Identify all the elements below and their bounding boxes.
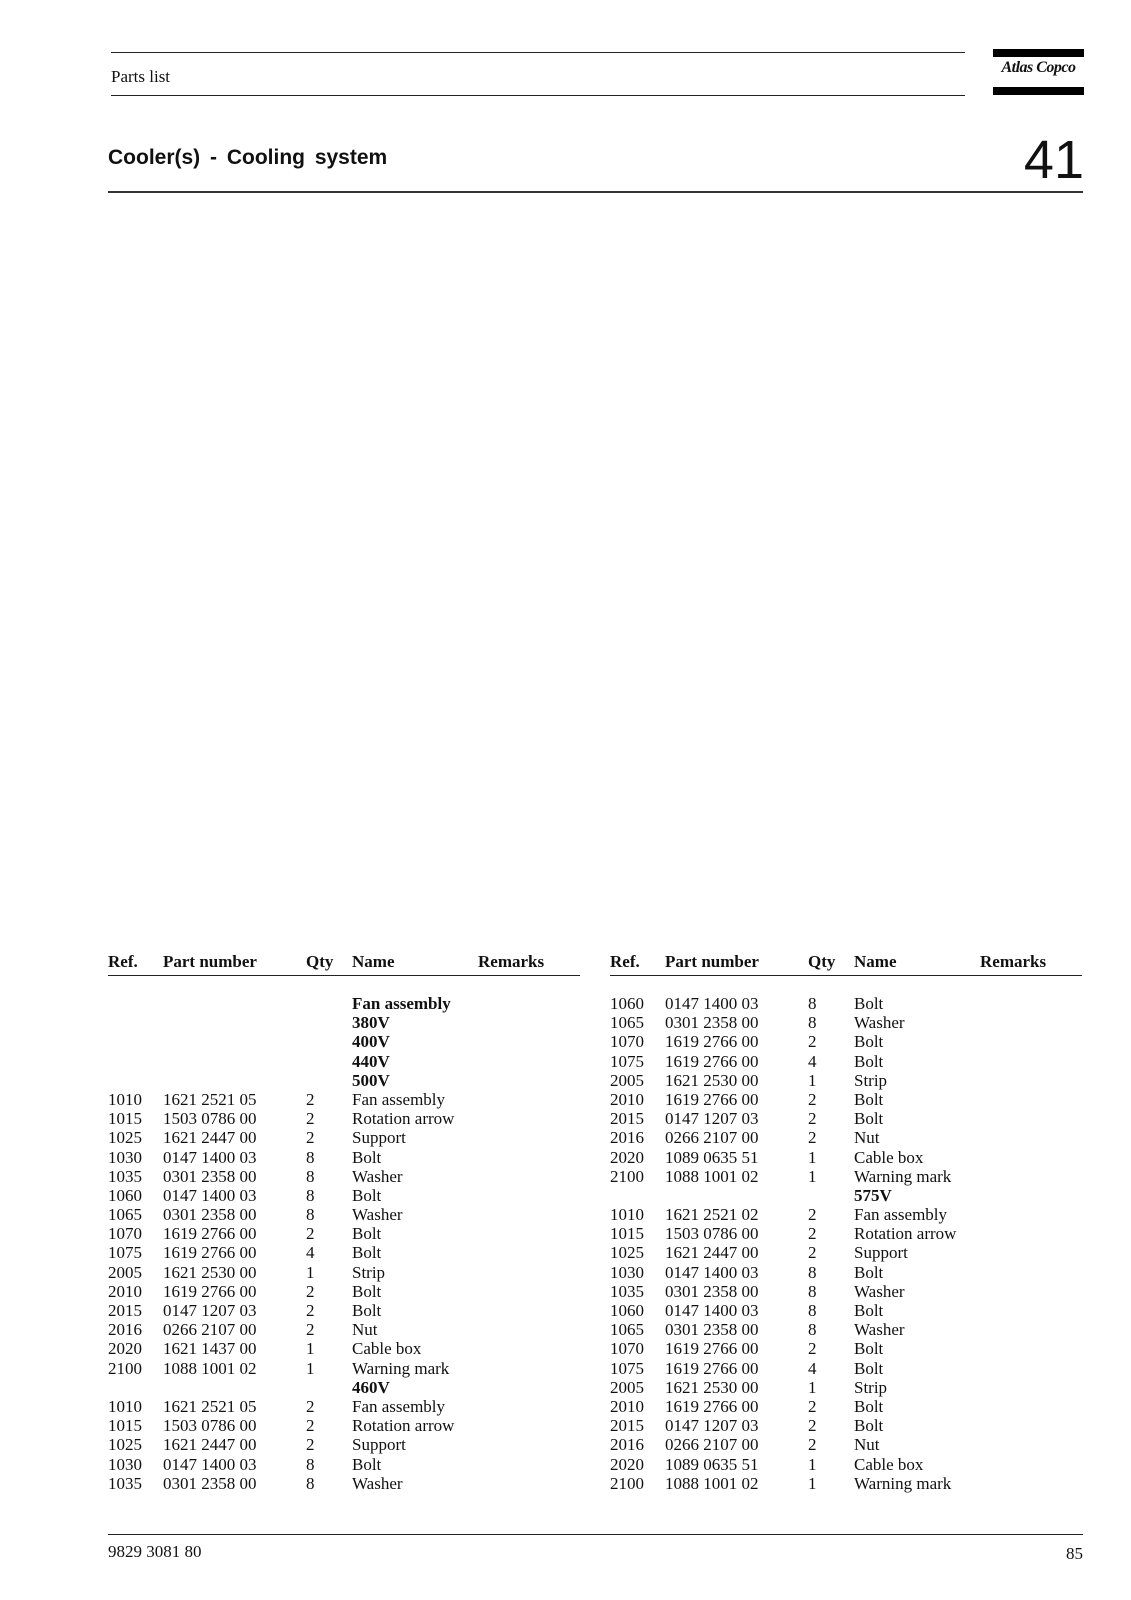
ref-cell: 2005 [108,1262,142,1282]
atlas-copco-logo [993,49,1084,95]
qty-cell: 2 [808,1339,817,1359]
qty-cell: 1 [808,1473,817,1493]
name-cell: Washer [352,1205,403,1225]
name-cell: 440V [352,1051,390,1071]
qty-cell: 2 [306,1396,315,1416]
table-row [610,1435,1082,1454]
part-number-cell: 1621 2447 00 [163,1435,257,1455]
part-number-cell: 1088 1001 02 [163,1358,257,1378]
table-row [610,1320,1082,1339]
name-cell: Nut [854,1128,880,1148]
qty-cell: 1 [808,1166,817,1186]
qty-cell: 1 [306,1339,315,1359]
ref-cell: 2010 [610,1089,644,1109]
name-cell: Bolt [352,1454,382,1474]
ref-cell: 2005 [610,1070,644,1090]
name-cell: Fan assembly [352,994,451,1013]
qty-cell: 8 [808,1262,817,1282]
part-number-cell: 0301 2358 00 [665,1281,759,1301]
table-row [108,1090,580,1109]
ref-cell: 1075 [610,1358,644,1378]
qty-cell: 2 [306,1089,315,1109]
ref-cell: 1035 [108,1166,142,1186]
part-number-cell: 0147 1400 03 [163,1454,257,1474]
ref-cell: 1010 [108,1089,142,1109]
qty-cell: 2 [306,1435,315,1455]
qty-cell: 2 [808,1032,817,1052]
qty-cell: 2 [306,1128,315,1148]
ref-cell: 2016 [610,1128,644,1148]
qty-cell: 2 [306,1224,315,1244]
ref-cell: 2100 [610,1166,644,1186]
name-cell: Bolt [854,994,884,1013]
part-number-cell: 0147 1207 03 [665,1109,759,1129]
ref-cell: 1030 [108,1147,142,1167]
qty-cell: 8 [306,1147,315,1167]
table-row [108,1455,580,1474]
ref-cell: 1070 [610,1339,644,1359]
name-cell: Strip [854,1070,888,1090]
qty-cell: 8 [306,1166,315,1186]
part-number-cell: 0147 1207 03 [665,1416,759,1436]
part-number-cell: 0301 2358 00 [163,1473,257,1493]
table-row [610,1013,1082,1032]
name-cell: Bolt [854,1339,884,1359]
qty-cell: 2 [306,1320,315,1340]
qty-cell: 4 [808,1051,817,1071]
qty-cell: 1 [808,1454,817,1474]
part-number-cell: 1619 2766 00 [665,1339,759,1359]
ref-cell: 1070 [610,1032,644,1052]
ref-cell: 2010 [108,1281,142,1301]
qty-cell: 2 [306,1281,315,1301]
part-number-cell: 1621 2521 05 [163,1396,257,1416]
ref-cell: 1015 [108,1109,142,1129]
part-number-cell: 1619 2766 00 [665,1032,759,1052]
logo-wordmark: Atlas Copco [1001,59,1076,76]
qty-cell: 1 [808,1147,817,1167]
table-row [610,1416,1082,1435]
name-cell: Bolt [352,1281,382,1301]
column-header-part-number: Part number [665,952,759,971]
part-number-cell: 1621 1437 00 [163,1339,257,1359]
part-number-cell: 1503 0786 00 [665,1224,759,1244]
table-row [108,1224,580,1243]
column-header-qty: Qty [306,952,334,971]
name-cell: Strip [352,1262,386,1282]
table-row [610,1052,1082,1071]
qty-cell: 2 [808,1396,817,1416]
part-number-cell: 1503 0786 00 [163,1416,257,1436]
name-cell: Bolt [352,1243,382,1263]
column-header-part-number: Part number [163,952,257,971]
ref-cell: 1035 [610,1281,644,1301]
name-cell: Cable box [854,1147,924,1167]
table-row [108,1397,580,1416]
qty-cell: 8 [808,994,817,1013]
qty-cell: 2 [306,1109,315,1129]
name-cell: Washer [854,1013,905,1033]
qty-cell: 1 [306,1262,315,1282]
part-number-cell: 1621 2530 00 [665,1377,759,1397]
name-cell: Fan assembly [352,1396,446,1416]
qty-cell: 1 [808,1070,817,1090]
part-number-cell: 0266 2107 00 [665,1435,759,1455]
table-row [610,1397,1082,1416]
name-cell: Rotation arrow [352,1416,455,1436]
ref-cell: 1060 [610,1301,644,1320]
table-row [108,1243,580,1262]
name-cell: Bolt [854,1416,884,1436]
name-cell: Bolt [352,1147,382,1167]
table-body [610,976,1082,1493]
column-header-name: Name [352,952,395,971]
table-row [108,1186,580,1205]
table-row [108,1301,580,1320]
part-number-cell: 0301 2358 00 [665,1013,759,1033]
name-cell: Warning mark [854,1166,952,1186]
part-number-cell: 0301 2358 00 [665,1320,759,1340]
part-number-cell: 0147 1207 03 [163,1301,257,1320]
qty-cell: 8 [808,1013,817,1033]
table-row [108,1282,580,1301]
part-number-cell: 1619 2766 00 [665,1396,759,1416]
group-heading-row [108,1032,580,1051]
name-cell: Bolt [854,1396,884,1416]
name-cell: Bolt [352,1224,382,1244]
name-cell: Bolt [854,1301,884,1320]
name-cell: Bolt [352,1185,382,1205]
header-label: Parts list [111,67,171,86]
part-number-cell: 0147 1400 03 [665,994,759,1013]
logo-top-bar [993,49,1084,57]
ref-cell: 2005 [610,1377,644,1397]
table-row [610,1205,1082,1224]
title-rule [108,191,1083,193]
ref-cell: 1025 [610,1243,644,1263]
column-header-ref: Ref. [610,952,640,971]
ref-cell: 2015 [108,1301,142,1320]
table-row [108,1320,580,1339]
part-number-cell: 1619 2766 00 [665,1089,759,1109]
qty-cell: 2 [808,1128,817,1148]
qty-cell: 8 [808,1281,817,1301]
qty-cell: 2 [306,1416,315,1436]
name-cell: Bolt [854,1262,884,1282]
name-cell: Fan assembly [854,1205,948,1225]
column-header-ref: Ref. [108,952,138,971]
footer-rule [108,1534,1083,1535]
ref-cell: 1015 [108,1416,142,1436]
part-number-cell: 1619 2766 00 [665,1358,759,1378]
group-heading-row [108,994,580,1013]
table-row [108,1474,580,1493]
table-row [610,1128,1082,1147]
table-row [108,1109,580,1128]
ref-cell: 2100 [108,1358,142,1378]
table-row [610,1339,1082,1358]
table-row [108,1128,580,1147]
part-number-cell: 1619 2766 00 [163,1281,257,1301]
name-cell: Support [854,1243,908,1263]
ref-cell: 2010 [610,1396,644,1416]
header-bottom-rule [111,95,965,96]
qty-cell: 2 [808,1435,817,1455]
name-cell: Bolt [352,1301,382,1320]
section-title: Cooler(s) - Cooling system [108,146,388,169]
table-row [610,1301,1082,1320]
table-row [108,1435,580,1454]
part-number-cell: 0147 1400 03 [665,1262,759,1282]
name-cell: Nut [854,1435,880,1455]
name-cell: Bolt [854,1089,884,1109]
parts-table-right [610,952,1082,1493]
qty-cell: 2 [808,1416,817,1436]
name-cell: Cable box [352,1339,422,1359]
table-row [610,1243,1082,1262]
qty-cell: 2 [808,1243,817,1263]
table-row [610,1090,1082,1109]
part-number-cell: 1621 2447 00 [163,1128,257,1148]
table-row [108,1205,580,1224]
column-header-remarks: Remarks [478,952,545,971]
table-header [610,952,1082,976]
ref-cell: 1030 [108,1454,142,1474]
part-number-cell: 1621 2521 05 [163,1089,257,1109]
part-number-cell: 1503 0786 00 [163,1109,257,1129]
ref-cell: 1065 [108,1205,142,1225]
ref-cell: 1065 [610,1320,644,1340]
part-number-cell: 1621 2447 00 [665,1243,759,1263]
table-row [610,1071,1082,1090]
ref-cell: 1010 [108,1396,142,1416]
qty-cell: 2 [808,1089,817,1109]
table-row [610,1109,1082,1128]
qty-cell: 2 [808,1224,817,1244]
header-top-rule [111,52,965,53]
ref-cell: 1010 [610,1205,644,1225]
ref-cell: 1075 [610,1051,644,1071]
table-row [108,1359,580,1378]
section-number: 41 [1023,130,1084,190]
qty-cell: 8 [306,1454,315,1474]
part-number-cell: 1088 1001 02 [665,1166,759,1186]
name-cell: Bolt [854,1051,884,1071]
ref-cell: 1015 [610,1224,644,1244]
qty-cell: 2 [306,1301,315,1320]
parts-table-left [108,952,580,1493]
name-cell: Warning mark [352,1358,450,1378]
table-row [610,994,1082,1013]
part-number-cell: 1619 2766 00 [163,1243,257,1263]
ref-cell: 2100 [610,1473,644,1493]
name-cell: 460V [352,1377,390,1397]
table-row [610,1378,1082,1397]
part-number-cell: 0266 2107 00 [665,1128,759,1148]
group-heading-row [108,1013,580,1032]
table-row [610,1224,1082,1243]
part-number-cell: 0147 1400 03 [163,1147,257,1167]
qty-cell: 8 [808,1320,817,1340]
part-number-cell: 0147 1400 03 [665,1301,759,1320]
ref-cell: 2016 [610,1435,644,1455]
table-header [108,952,580,976]
name-cell: Washer [352,1166,403,1186]
name-cell: Fan assembly [352,1089,446,1109]
name-cell: Bolt [854,1032,884,1052]
name-cell: Support [352,1128,406,1148]
name-cell: Strip [854,1377,888,1397]
ref-cell: 1060 [108,1185,142,1205]
name-cell: Bolt [854,1109,884,1129]
qty-cell: 8 [306,1473,315,1493]
ref-cell: 2016 [108,1320,142,1340]
qty-cell: 1 [306,1358,315,1378]
name-cell: Bolt [854,1358,884,1378]
part-number-cell: 1089 0635 51 [665,1454,759,1474]
table-row [108,1148,580,1167]
document-number: 9829 3081 80 [108,1542,202,1561]
part-number-cell: 0266 2107 00 [163,1320,257,1340]
name-cell: Cable box [854,1454,924,1474]
group-heading-row [610,1186,1082,1205]
ref-cell: 1070 [108,1224,142,1244]
column-header-name: Name [854,952,897,971]
group-heading-row [108,1071,580,1090]
ref-cell: 2020 [610,1147,644,1167]
name-cell: 380V [352,1013,390,1033]
qty-cell: 2 [808,1109,817,1129]
table-row [610,1263,1082,1282]
table-row [108,1339,580,1358]
name-cell: Washer [854,1320,905,1340]
part-number-cell: 1619 2766 00 [665,1051,759,1071]
ref-cell: 2015 [610,1109,644,1129]
part-number-cell: 0301 2358 00 [163,1166,257,1186]
table-row [610,1148,1082,1167]
column-header-remarks: Remarks [980,952,1047,971]
ref-cell: 2020 [108,1339,142,1359]
table-row [108,1416,580,1435]
qty-cell: 4 [808,1358,817,1378]
part-number-cell: 1089 0635 51 [665,1147,759,1167]
page-number: 85 [1066,1544,1083,1563]
column-header-qty: Qty [808,952,836,971]
qty-cell: 2 [808,1205,817,1225]
name-cell: Rotation arrow [854,1224,957,1244]
qty-cell: 8 [306,1205,315,1225]
table-row [610,1282,1082,1301]
name-cell: Nut [352,1320,378,1340]
part-number-cell: 0301 2358 00 [163,1205,257,1225]
name-cell: Support [352,1435,406,1455]
ref-cell: 1065 [610,1013,644,1033]
part-number-cell: 1619 2766 00 [163,1224,257,1244]
ref-cell: 1075 [108,1243,142,1263]
ref-cell: 1025 [108,1435,142,1455]
table-row [610,1167,1082,1186]
name-cell: Washer [854,1281,905,1301]
name-cell: Washer [352,1473,403,1493]
ref-cell: 1035 [108,1473,142,1493]
ref-cell: 1030 [610,1262,644,1282]
table-body [108,976,580,1493]
table-row [108,1263,580,1282]
qty-cell: 1 [808,1377,817,1397]
group-heading-row [108,1052,580,1071]
ref-cell: 2020 [610,1454,644,1474]
table-row [610,1359,1082,1378]
name-cell: 400V [352,1032,390,1052]
ref-cell: 1060 [610,994,644,1013]
group-heading-row [108,1378,580,1397]
qty-cell: 4 [306,1243,315,1263]
part-number-cell: 1621 2521 02 [665,1205,759,1225]
part-number-cell: 1621 2530 00 [163,1262,257,1282]
name-cell: 575V [854,1185,892,1205]
qty-cell: 8 [808,1301,817,1320]
table-row [610,1474,1082,1493]
ref-cell: 2015 [610,1416,644,1436]
part-number-cell: 1088 1001 02 [665,1473,759,1493]
ref-cell: 1025 [108,1128,142,1148]
qty-cell: 8 [306,1185,315,1205]
name-cell: Warning mark [854,1473,952,1493]
name-cell: Rotation arrow [352,1109,455,1129]
part-number-cell: 0147 1400 03 [163,1185,257,1205]
table-row [610,1032,1082,1051]
table-row [610,1455,1082,1474]
part-number-cell: 1621 2530 00 [665,1070,759,1090]
logo-bottom-bar [993,87,1084,95]
table-row [108,1167,580,1186]
name-cell: 500V [352,1070,390,1090]
